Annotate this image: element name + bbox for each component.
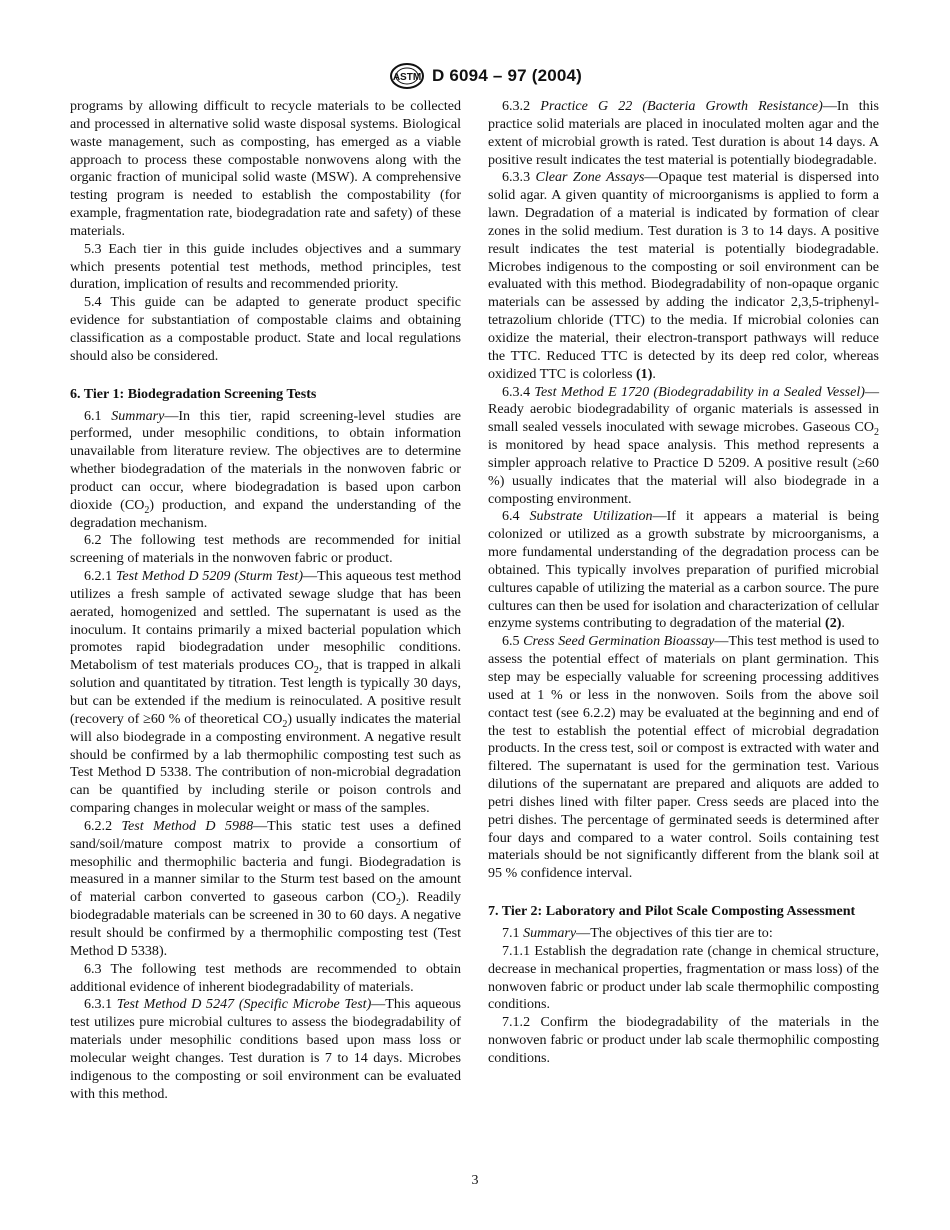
paragraph-6-3-4: 6.3.4 Test Method E 1720 (Biodegradability in a Sealed Vessel)—Ready aerobic biodegradability of organic materials is assessed in small sealed vessels inoculated with sewage microbes. Gaseous $CO_2$ is monitored by head space analysis. This method represents a simpler approach relative to Practice D 5209. A positive result (≥60 %) usually indicates that the material will also biodegrade in a composting environment. xyxy=(488,383,879,507)
paragraph-6-3-1: 6.3.1 Test Method D 5247 (Specific Microbe Test)—This aqueous test utilizes pure microbial cultures to assess the biodegradability of materials under mesophilic conditions based upon mass loss or molecular weight changes. Test duration is 7 to 14 days. Microbes indigenous to the composting or soil environment can be evaluated with this method. xyxy=(70,996,461,1102)
paragraph-6-3-2: 6.3.2 Practice G 22 (Bacteria Growth Resistance)—In this practice solid materials are placed in inoculated molten agar and the extent of microbial growth is rated. Test duration is about 14 days. A positive result indicates the test material is potentially biodegradable. xyxy=(488,98,880,168)
paragraph-6-4: 6.4 Substrate Utilization—If it appears a material is being colonized or utilized as a growth substrate by microorganisms, a more fundamental understanding of the degradation process can be obtained. This typically involves preparation of purified microbial cultures capable of utilizing the material as a carbon source. The pure cultures can then be used for isolation and characterization of cellular enzyme systems contributing to degradation of the material (2). xyxy=(488,508,879,632)
page-header xyxy=(0,62,950,90)
paragraph-7-1-1: 7.1.1 Establish the degradation rate (change in chemical structure, decrease in mechanical properties, fragmentation or mass loss) of the nonwoven fabric or product under lab scale thermophilic composting conditions. xyxy=(488,942,879,1013)
svg-text:ASTM: ASTM xyxy=(392,72,422,83)
paragraph-7-1: 7.1 Summary—The objectives of this tier are to: xyxy=(502,924,773,941)
paragraph-5-2-continued: programs by allowing difficult to recycle materials to be collected and processed in alternative solid waste disposal systems. Biological waste management, such as composting, has emerged as a viable approach to process these compostable nonwovens along with the organic fraction of municipal solid waste (MSW). A comprehensive testing program is needed to establish the compostability (for example, fragmentation rate, biodegradation rate and safety) of these materials. xyxy=(70,98,461,239)
astm-logo-icon xyxy=(388,62,426,90)
paragraph-6-5: 6.5 Cress Seed Germination Bioassay—This test method is used to assess the potential effect of materials on plant germination. This step may be especially valuable for screening processing additives used at 1 % or less in the nonwoven. Soils from the above soil contact test (see 6.2.2) may be evaluated at the beginning and end of the test to establish the potential effect of microbial degradation products. In the cress test, soil or compost is extracted with water and filtered. The supernatant is used for the germination test. Various dilutions of the supernatant are prepared and aliquots are added to petri dishes lined with filter paper. Cress seeds are placed into the petri dishes. The percentage of germinated seeds is determined after four days and compared to a water control. Soils containing test materials should be not significantly different from the blank soil at 95 % confidence interval. xyxy=(488,633,879,882)
paragraph-6-2-1: 6.2.1 Test Method D 5209 (Sturm Test)—This aqueous test method utilizes a fresh sample of activated sewage sludge that has been aerated, homogenized and settled. The supernatant is used as the inoculum. It contains primarily a mixed bacterial population which promotes rapid biodegradation under mesophilic conditions. Metabolism of test materials produces $CO_2$, that is trapped in alkali solution and quantitated by titration. Test length is typically 30 days, but can be extended if the medium is reinoculated. A positive result (recovery of ≥60 % of theoretical $CO_2$) usually indicates the material will also biodegrade in a composting environment. A negative result should be confirmed by a lab thermophilic composting test such as Test Method D 5338. The contribution of non-microbial degradation can be quantified by including sterile or poison controls and comparing changes in molecular weight or mass of the samples. xyxy=(70,568,462,817)
paragraph-5-3: 5.3 Each tier in this guide includes objectives and a summary which presents potential test methods, method principles, test duration, implication of results and recommended priority. xyxy=(70,240,461,293)
section-7-heading: 7. Tier 2: Laboratory and Pilot Scale Composting Assessment xyxy=(488,903,856,920)
paragraph-6-2: 6.2 The following test methods are recommended for initial screening of materials in the nonwoven fabric or product. xyxy=(70,532,461,567)
paragraph-6-1: 6.1 Summary—In this tier, rapid screening-level studies are performed, under mesophilic conditions, to obtain information unavailable from literature review. The objectives are to determine whether biodegradation of the materials in the nonwoven fabric or product can occur, where biodegradation is based upon carbon dioxide $(CO_2)$ production, and expand the understanding of the degradation mechanism. xyxy=(70,407,461,531)
page-number: 3 xyxy=(471,1173,479,1188)
paragraph-6-3: 6.3 The following test methods are recommended to obtain additional evidence of inherent biodegradability of materials. xyxy=(70,960,461,995)
left-column xyxy=(70,98,461,1103)
paragraph-5-4: 5.4 This guide can be adapted to generate product specific evidence for substantiation of compostable claims and obtaining classification as a compostable product. State and local regulations should also be considered. xyxy=(70,294,461,364)
paragraph-6-2-2: 6.2.2 Test Method D 5988—This static test uses a defined sand/soil/mature compost matrix to provide a consortium of mesophilic and thermophilic bacteria and fungi. Biodegradation is measured in a manner similar to the Sturm test based on the amount of material carbon converted to gaseous carbon $(CO_2)$. Readily biodegradable materials can be screened in 30 to 60 days. A negative result should be confirmed by a thermophilic composting test (Test Method D 5338). xyxy=(70,817,461,959)
standard-designation: D 6094 – 97 (2004) xyxy=(431,66,583,85)
right-column xyxy=(488,98,879,1068)
section-6-heading: 6. Tier 1: Biodegradation Screening Tests xyxy=(70,385,317,402)
paragraph-7-1-2: 7.1.2 Confirm the biodegradability of the materials in the nonwoven fabric or product under lab scale thermophilic composting conditions. xyxy=(488,1014,879,1066)
paragraph-6-3-3: 6.3.3 Clear Zone Assays—Opaque test material is dispersed into solid agar. A given quantity of microorganisms is applied to form a lawn. Degradation of a material is indicated by formation of clear zones in the solid medium. Test duration is 3 to 14 days. A positive result indicates the test material is potentially biodegradable. Microbes indigenous to the composting or soil environment can be evaluated with this method. Biodegradability of non-opaque organic materials can be assessed by adding the indicator 2,3,5-triphenyl-tetrazolium chloride (TTC) to the media. If microbial colonies can oxidize the material, their electron-transport pathways will reduce the TTC. Reduced TTC is detected by its deep red color, whereas oxidized TTC is colorless (1). xyxy=(488,169,880,382)
